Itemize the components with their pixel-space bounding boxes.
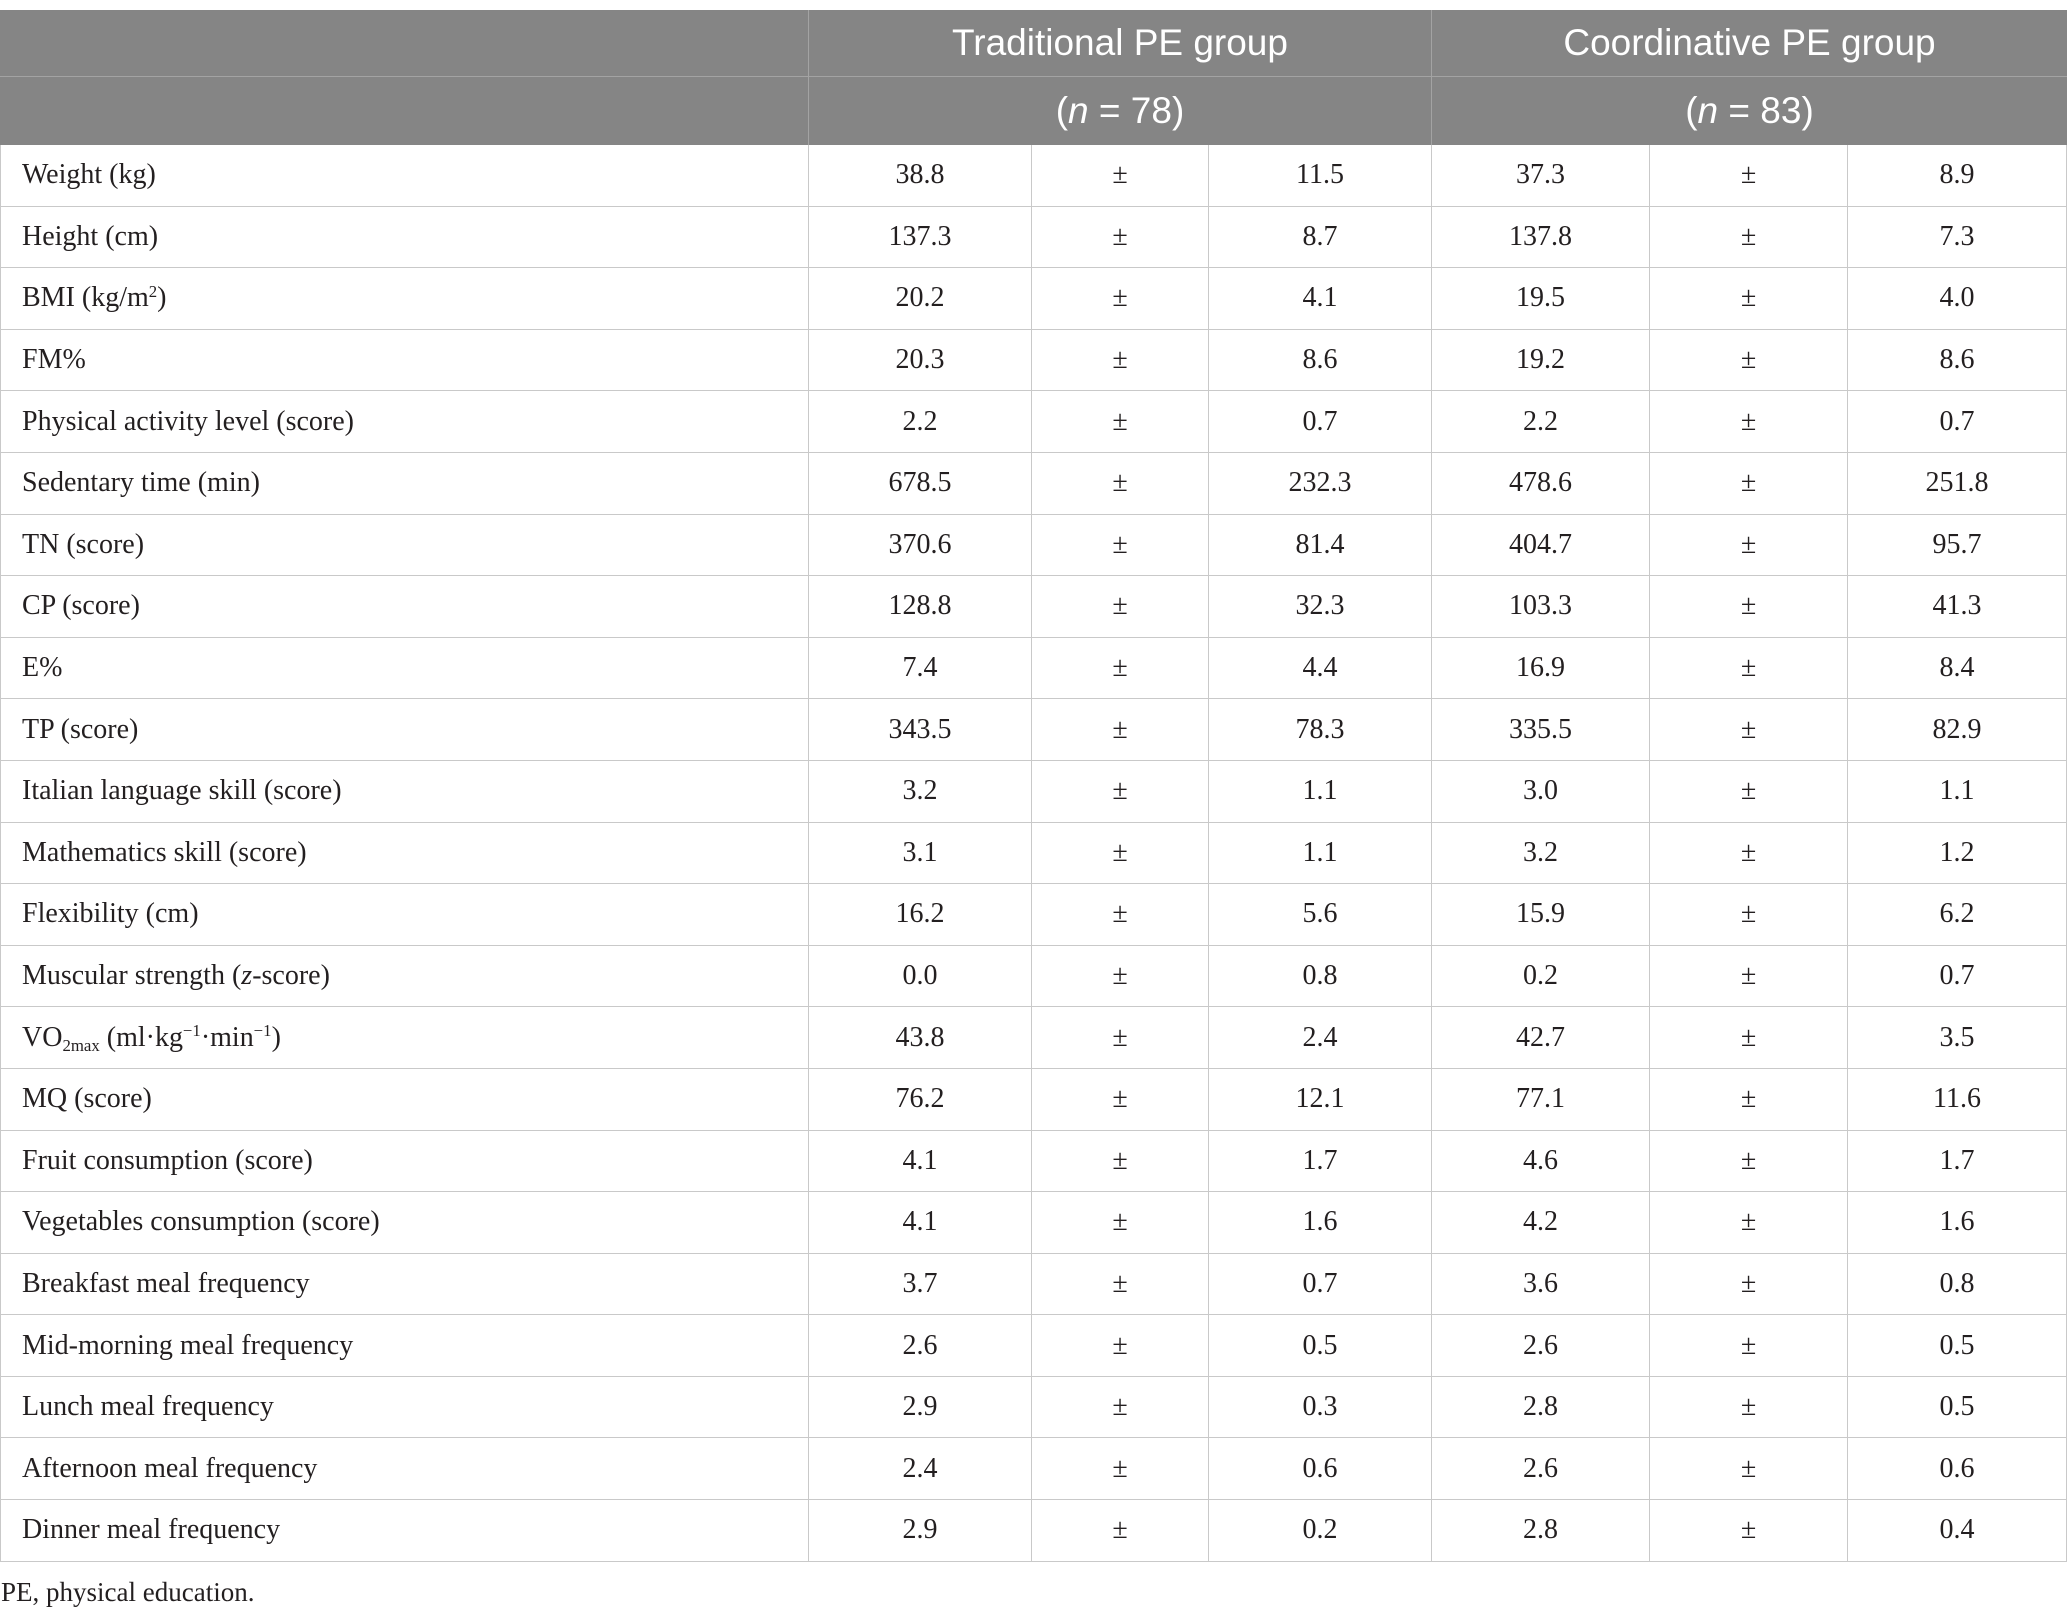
- row-label: [0, 1500, 809, 1561]
- traditional-mean: 128.8: [809, 576, 1032, 637]
- row-label-text: Vegetables consumption (score): [22, 1206, 380, 1238]
- traditional-mean: 3.7: [809, 1254, 1032, 1315]
- row-label-text: FM%: [22, 344, 86, 376]
- plus-minus-sign: ±: [1032, 946, 1209, 1007]
- superscript-text: −1: [253, 1021, 272, 1041]
- plus-minus-sign: ±: [1032, 1131, 1209, 1192]
- traditional-sd: 0.5: [1209, 1315, 1432, 1376]
- row-label: [0, 391, 809, 452]
- plus-minus-sign: ±: [1032, 515, 1209, 576]
- coordinative-sd: 4.0: [1848, 268, 2067, 329]
- coordinative-sd: 8.4: [1848, 638, 2067, 699]
- traditional-mean: 3.2: [809, 761, 1032, 822]
- row-label: [0, 761, 809, 822]
- table-row: [0, 1192, 2067, 1254]
- row-label: [0, 946, 809, 1007]
- plus-minus-sign: ±: [1032, 1438, 1209, 1499]
- coordinative-sd: 0.5: [1848, 1315, 2067, 1376]
- coordinative-mean: 77.1: [1432, 1069, 1650, 1130]
- row-label: [0, 638, 809, 699]
- row-label-text: MQ (score): [22, 1083, 152, 1115]
- traditional-sd: 0.7: [1209, 391, 1432, 452]
- row-label-text: Height (cm): [22, 220, 159, 252]
- table-row: [0, 1377, 2067, 1439]
- coordinative-sd: 0.6: [1848, 1438, 2067, 1499]
- plus-minus-sign: ±: [1650, 391, 1848, 452]
- table-row: [0, 145, 2067, 207]
- text-run: (: [1055, 90, 1069, 131]
- traditional-sd: 0.3: [1209, 1377, 1432, 1438]
- plus-minus-sign: ±: [1032, 823, 1209, 884]
- coordinative-mean: 4.2: [1432, 1192, 1650, 1253]
- text-run: -score): [252, 960, 330, 992]
- traditional-mean: 7.4: [809, 638, 1032, 699]
- row-label-text: [22, 282, 167, 314]
- header-corner-cell-lower: [0, 77, 809, 145]
- traditional-sd: 2.4: [1209, 1007, 1432, 1068]
- plus-minus-sign: ±: [1032, 1007, 1209, 1068]
- plus-minus-sign: ±: [1650, 1254, 1848, 1315]
- coordinative-mean: 3.2: [1432, 823, 1650, 884]
- table-row: [0, 761, 2067, 823]
- traditional-mean: 2.6: [809, 1315, 1032, 1376]
- coordinative-mean: 335.5: [1432, 699, 1650, 760]
- coordinative-mean: 37.3: [1432, 145, 1650, 206]
- coordinative-mean: 2.2: [1432, 391, 1650, 452]
- plus-minus-sign: ±: [1032, 1315, 1209, 1376]
- traditional-sd: 32.3: [1209, 576, 1432, 637]
- traditional-mean: 370.6: [809, 515, 1032, 576]
- plus-minus-sign: ±: [1650, 576, 1848, 637]
- table-row: [0, 268, 2067, 330]
- coordinative-mean: 4.6: [1432, 1131, 1650, 1192]
- header-traditional-group: [809, 10, 1432, 76]
- header-traditional-n-cell: [809, 77, 1432, 145]
- coordinative-sd: 8.9: [1848, 145, 2067, 206]
- row-label: [0, 1007, 809, 1068]
- coordinative-sd: 1.1: [1848, 761, 2067, 822]
- traditional-mean: 3.1: [809, 823, 1032, 884]
- traditional-mean: 4.1: [809, 1131, 1032, 1192]
- coordinative-sd: 1.2: [1848, 823, 2067, 884]
- row-label: [0, 268, 809, 329]
- traditional-mean: 2.9: [809, 1377, 1032, 1438]
- table-row: [0, 1438, 2067, 1500]
- subscript-text: 2max: [62, 1035, 100, 1055]
- row-label-text: CP (score): [22, 590, 140, 622]
- coordinative-sd: 6.2: [1848, 884, 2067, 945]
- header-row-groups: [0, 10, 2067, 77]
- plus-minus-sign: ±: [1032, 699, 1209, 760]
- row-label: [0, 884, 809, 945]
- coordinative-sd: 11.6: [1848, 1069, 2067, 1130]
- text-run: BMI (kg/m: [22, 282, 149, 314]
- table-row: [0, 453, 2067, 515]
- plus-minus-sign: ±: [1650, 1007, 1848, 1068]
- plus-minus-sign: ±: [1650, 699, 1848, 760]
- row-label: [0, 330, 809, 391]
- traditional-sd: 8.7: [1209, 207, 1432, 268]
- table-row: [0, 207, 2067, 269]
- plus-minus-sign: ±: [1650, 453, 1848, 514]
- plus-minus-sign: ±: [1032, 1500, 1209, 1561]
- plus-minus-sign: ±: [1650, 145, 1848, 206]
- row-label-text: Sedentary time (min): [22, 467, 260, 499]
- italic-text: z: [241, 960, 253, 992]
- coordinative-mean: 19.2: [1432, 330, 1650, 391]
- text-run: Muscular strength (: [22, 960, 242, 992]
- table-row: [0, 391, 2067, 453]
- row-label-text: Breakfast meal frequency: [22, 1267, 310, 1299]
- coordinative-mean: 19.5: [1432, 268, 1650, 329]
- coordinative-sd: 7.3: [1848, 207, 2067, 268]
- superscript-text: −1: [182, 1021, 201, 1041]
- text-run: ): [157, 282, 167, 314]
- table-row: [0, 1007, 2067, 1069]
- row-label-text: Dinner meal frequency: [22, 1514, 281, 1546]
- traditional-mean: 343.5: [809, 699, 1032, 760]
- plus-minus-sign: ±: [1032, 761, 1209, 822]
- row-label-text: Physical activity level (score): [22, 405, 354, 437]
- coordinative-mean: 478.6: [1432, 453, 1650, 514]
- traditional-sd: 4.4: [1209, 638, 1432, 699]
- traditional-sd: 1.1: [1209, 761, 1432, 822]
- row-label-text: Italian language skill (score): [22, 775, 342, 807]
- coordinative-sd: 1.6: [1848, 1192, 2067, 1253]
- table-row: [0, 1254, 2067, 1316]
- traditional-mean: 76.2: [809, 1069, 1032, 1130]
- table-row: [0, 1500, 2067, 1562]
- coordinative-sd: 0.7: [1848, 391, 2067, 452]
- row-label: [0, 1438, 809, 1499]
- row-label: [0, 1069, 809, 1130]
- traditional-sd: 4.1: [1209, 268, 1432, 329]
- coordinative-mean: 404.7: [1432, 515, 1650, 576]
- traditional-mean: 2.2: [809, 391, 1032, 452]
- traditional-mean: 4.1: [809, 1192, 1032, 1253]
- coordinative-group-title: Coordinative PE group: [1563, 22, 1936, 63]
- row-label-text: Lunch meal frequency: [22, 1391, 274, 1423]
- text-run: = 83): [1718, 90, 1814, 131]
- plus-minus-sign: ±: [1650, 1438, 1848, 1499]
- row-label-text: Afternoon meal frequency: [22, 1452, 318, 1484]
- row-label: [0, 1315, 809, 1376]
- plus-minus-sign: ±: [1032, 207, 1209, 268]
- coordinative-mean: 0.2: [1432, 946, 1650, 1007]
- header-coordinative-group: [1432, 10, 2067, 76]
- coordinative-sd: 0.8: [1848, 1254, 2067, 1315]
- row-label-text: TP (score): [22, 713, 139, 745]
- traditional-mean: 137.3: [809, 207, 1032, 268]
- traditional-mean: 2.9: [809, 1500, 1032, 1561]
- text-run: VO: [22, 1021, 63, 1053]
- plus-minus-sign: ±: [1032, 1254, 1209, 1315]
- traditional-sd: 0.8: [1209, 946, 1432, 1007]
- table-row: [0, 515, 2067, 577]
- coordinative-mean: 3.0: [1432, 761, 1650, 822]
- coordinative-sd: 1.7: [1848, 1131, 2067, 1192]
- row-label: [0, 515, 809, 576]
- plus-minus-sign: ±: [1650, 330, 1848, 391]
- coordinative-sd: 82.9: [1848, 699, 2067, 760]
- plus-minus-sign: ±: [1650, 1500, 1848, 1561]
- coordinative-sd: 95.7: [1848, 515, 2067, 576]
- table-row: [0, 946, 2067, 1008]
- traditional-mean: 678.5: [809, 453, 1032, 514]
- plus-minus-sign: ±: [1650, 823, 1848, 884]
- plus-minus-sign: ±: [1650, 884, 1848, 945]
- traditional-sd: 81.4: [1209, 515, 1432, 576]
- traditional-sd: 1.1: [1209, 823, 1432, 884]
- table-row: [0, 330, 2067, 392]
- plus-minus-sign: ±: [1032, 884, 1209, 945]
- row-label: [0, 823, 809, 884]
- plus-minus-sign: ±: [1032, 576, 1209, 637]
- table-body: [0, 145, 2067, 1562]
- traditional-mean: 20.2: [809, 268, 1032, 329]
- plus-minus-sign: ±: [1650, 1131, 1848, 1192]
- coordinative-mean: 137.8: [1432, 207, 1650, 268]
- plus-minus-sign: ±: [1650, 268, 1848, 329]
- row-label: [0, 453, 809, 514]
- plus-minus-sign: ±: [1650, 1315, 1848, 1376]
- traditional-sd: 8.6: [1209, 330, 1432, 391]
- plus-minus-sign: ±: [1032, 1069, 1209, 1130]
- row-label: [0, 145, 809, 206]
- row-label-text: E%: [22, 652, 63, 684]
- coordinative-mean: 16.9: [1432, 638, 1650, 699]
- coordinative-mean: 3.6: [1432, 1254, 1650, 1315]
- coordinative-group-n: [1685, 90, 1814, 132]
- plus-minus-sign: ±: [1650, 946, 1848, 1007]
- traditional-mean: 20.3: [809, 330, 1032, 391]
- table-row: [0, 1315, 2067, 1377]
- header-row-sample-size: [0, 77, 2067, 145]
- plus-minus-sign: ±: [1650, 515, 1848, 576]
- table-row: [0, 823, 2067, 885]
- traditional-sd: 0.6: [1209, 1438, 1432, 1499]
- text-run: (: [1685, 90, 1698, 131]
- row-label-text: [22, 960, 330, 992]
- row-label-text: Mid-morning meal frequency: [22, 1329, 354, 1361]
- traditional-sd: 5.6: [1209, 884, 1432, 945]
- row-label-text: [22, 1022, 281, 1054]
- traditional-mean: 16.2: [809, 884, 1032, 945]
- plus-minus-sign: ±: [1032, 391, 1209, 452]
- plus-minus-sign: ±: [1032, 268, 1209, 329]
- table-row: [0, 1131, 2067, 1193]
- plus-minus-sign: ±: [1650, 638, 1848, 699]
- plus-minus-sign: ±: [1032, 145, 1209, 206]
- plus-minus-sign: ±: [1650, 1377, 1848, 1438]
- table-row: [0, 699, 2067, 761]
- row-label-text: Mathematics skill (score): [22, 836, 307, 868]
- traditional-sd: 1.7: [1209, 1131, 1432, 1192]
- header-coordinative-n-cell: [1432, 77, 2067, 145]
- plus-minus-sign: ±: [1032, 1192, 1209, 1253]
- row-label: [0, 699, 809, 760]
- table-row: [0, 638, 2067, 700]
- row-label: [0, 1131, 809, 1192]
- row-label-text: TN (score): [22, 528, 145, 560]
- footnote: PE, physical education.: [1, 1577, 255, 1607]
- coordinative-sd: 8.6: [1848, 330, 2067, 391]
- coordinative-mean: 103.3: [1432, 576, 1650, 637]
- text-run: (ml·kg: [99, 1021, 183, 1053]
- header-corner-cell: [0, 10, 809, 76]
- traditional-mean: 43.8: [809, 1007, 1032, 1068]
- coordinative-sd: 0.5: [1848, 1377, 2067, 1438]
- traditional-sd: 232.3: [1209, 453, 1432, 514]
- superscript-text: 2: [148, 282, 158, 302]
- italic-text: n: [1697, 90, 1719, 131]
- text-run: = 78): [1088, 90, 1185, 131]
- row-label: [0, 576, 809, 637]
- traditional-sd: 0.7: [1209, 1254, 1432, 1315]
- coordinative-mean: 2.8: [1432, 1377, 1650, 1438]
- row-label-text: Weight (kg): [22, 159, 156, 191]
- coordinative-sd: 0.4: [1848, 1500, 2067, 1561]
- coordinative-sd: 41.3: [1848, 576, 2067, 637]
- coordinative-sd: 3.5: [1848, 1007, 2067, 1068]
- plus-minus-sign: ±: [1032, 453, 1209, 514]
- coordinative-mean: 15.9: [1432, 884, 1650, 945]
- row-label: [0, 207, 809, 268]
- text-run: ·min: [200, 1021, 254, 1053]
- coordinative-mean: 42.7: [1432, 1007, 1650, 1068]
- traditional-sd: 1.6: [1209, 1192, 1432, 1253]
- traditional-group-n: [1056, 90, 1185, 132]
- plus-minus-sign: ±: [1650, 207, 1848, 268]
- plus-minus-sign: ±: [1650, 1069, 1848, 1130]
- table-row: [0, 1069, 2067, 1131]
- row-label-text: Fruit consumption (score): [22, 1144, 313, 1176]
- coordinative-sd: 251.8: [1848, 453, 2067, 514]
- plus-minus-sign: ±: [1032, 638, 1209, 699]
- traditional-sd: 0.2: [1209, 1500, 1432, 1561]
- plus-minus-sign: ±: [1032, 330, 1209, 391]
- traditional-mean: 38.8: [809, 145, 1032, 206]
- plus-minus-sign: ±: [1650, 761, 1848, 822]
- traditional-mean: 2.4: [809, 1438, 1032, 1499]
- row-label-text: Flexibility (cm): [22, 898, 199, 930]
- coordinative-mean: 2.8: [1432, 1500, 1650, 1561]
- row-label: [0, 1192, 809, 1253]
- traditional-sd: 11.5: [1209, 145, 1432, 206]
- traditional-group-title: Traditional PE group: [952, 22, 1288, 63]
- plus-minus-sign: ±: [1650, 1192, 1848, 1253]
- traditional-mean: 0.0: [809, 946, 1032, 1007]
- coordinative-sd: 0.7: [1848, 946, 2067, 1007]
- row-label: [0, 1254, 809, 1315]
- coordinative-mean: 2.6: [1432, 1438, 1650, 1499]
- text-run: ): [271, 1021, 281, 1053]
- table-row: [0, 576, 2067, 638]
- coordinative-mean: 2.6: [1432, 1315, 1650, 1376]
- table-row: [0, 884, 2067, 946]
- data-table: [0, 10, 2067, 1562]
- row-label: [0, 1377, 809, 1438]
- traditional-sd: 12.1: [1209, 1069, 1432, 1130]
- plus-minus-sign: ±: [1032, 1377, 1209, 1438]
- traditional-sd: 78.3: [1209, 699, 1432, 760]
- italic-text: n: [1068, 90, 1089, 131]
